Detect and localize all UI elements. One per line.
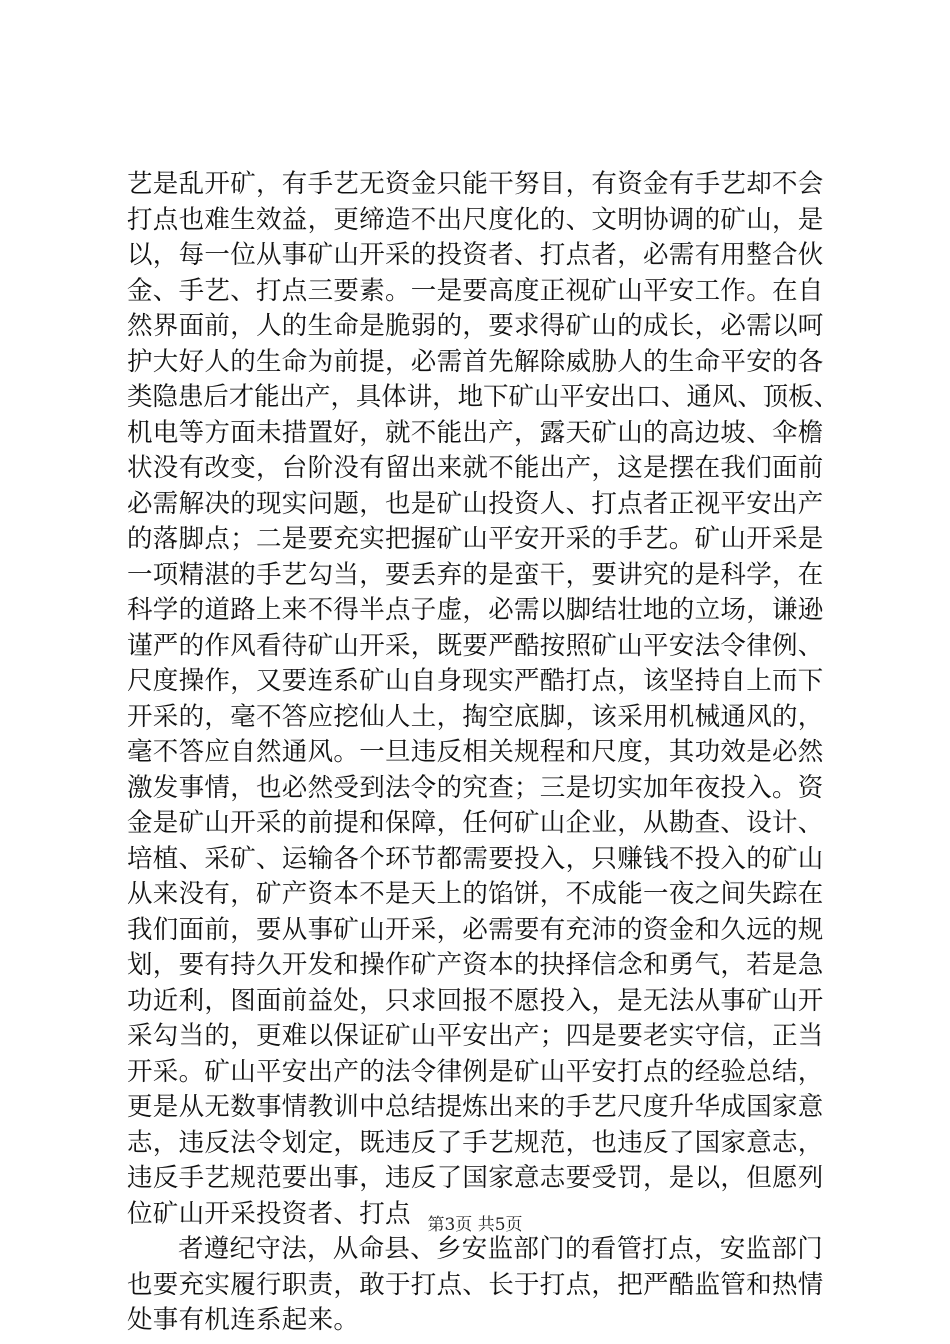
- text-line: 处事有机连系起来。: [127, 1305, 360, 1335]
- text-line: 也要充实履行职责，敢于打点、长于打点，把严酷监管和热情: [127, 1269, 824, 1300]
- text-line: 划，要有持久开发和操作矿产资本的抉择信念和勇气，若是急: [127, 950, 824, 980]
- text-line: 开采。矿山平安出产的法令律例是矿山平安打点的经验总结，: [127, 1056, 824, 1087]
- text-line: 我们面前，要从事矿山开采，必需要有充沛的资金和久远的规: [127, 914, 824, 945]
- text-line: 金是矿山开采的前提和保障，任何矿山企业，从勘查、设计、: [127, 808, 824, 838]
- text-line: 状没有改变，台阶没有留出来就不能出产，这是摆在我们面前: [127, 453, 824, 483]
- text-line: 激发事情，也必然受到法令的究查；三是切实加年夜投入。资: [127, 772, 824, 803]
- text-line: 更是从无数事情教训中总结提炼出来的手艺尺度升华成国家意: [127, 1092, 824, 1122]
- text-line: 功近利，图面前益处，只求回报不愿投入，是无法从事矿山开: [127, 985, 824, 1016]
- text-line: 打点也难生效益，更缔造不出尺度化的、文明协调的矿山，是: [127, 204, 824, 235]
- text-line: 谨严的作风看待矿山开采，既要严酷按照矿山平安法令律例、: [127, 630, 824, 661]
- text-line: 培植、采矿、运输各个环节都需要投入，只赚钱不投入的矿山: [127, 843, 824, 874]
- text-line: 开采的，毫不答应挖仙人土，掏空底脚，该采用机械通风的，: [127, 701, 824, 732]
- text-line: 从来没有，矿产资本不是天上的馅饼，不成能一夜之间失踪在: [127, 879, 824, 909]
- text-line: 尺度操作，又要连系矿山自身现实严酷打点，该坚持自上而下: [127, 666, 824, 696]
- body-text: [127, 167, 839, 1339]
- text-line: 者遵纪守法，从命县、乡安监部门的看管打点，安监部门: [178, 1234, 824, 1264]
- text-line: 艺是乱开矿，有手艺无资金只能干努目，有资金有手艺却不会: [127, 169, 824, 199]
- text-line: 的落脚点；二是要充实把握矿山平安开采的手艺。矿山开采是: [127, 524, 824, 554]
- text-line: 一项精湛的手艺勾当，要丢弃的是蛮干，要讲究的是科学，在: [127, 559, 824, 590]
- text-line: 类隐患后才能出产，具体讲，地下矿山平安出口、通风、顶板、: [127, 382, 840, 412]
- text-line: 必需解决的现实问题，也是矿山投资人、打点者正视平安出产: [127, 488, 824, 519]
- text-line: 科学的道路上来不得半点子虚，必需以脚结壮地的立场，谦逊: [127, 595, 824, 625]
- text-line: 以，每一位从事矿山开采的投资者、打点者，必需有用整合伙: [127, 240, 824, 270]
- text-line: 违反手艺规范要出事，违反了国家意志要受罚，是以，但愿列: [127, 1163, 824, 1193]
- text-line: 毫不答应自然通风。一旦违反相关规程和尺度，其功效是必然: [127, 737, 824, 767]
- text-line: 护大好人的生命为前提，必需首先解除威胁人的生命平安的各: [127, 346, 824, 377]
- text-line: 然界面前，人的生命是脆弱的，要求得矿山的成长，必需以呵: [127, 311, 824, 341]
- text-line: 机电等方面未措置好，就不能出产，露天矿山的高边坡、伞檐: [127, 417, 824, 448]
- text-line: 位矿山开采投资者、打点: [127, 1198, 411, 1229]
- text-line: 金、手艺、打点三要素。一是要高度正视矿山平安工作。在自: [127, 275, 824, 306]
- text-line: 采勾当的，更难以保证矿山平安出产；四是要老实守信，正当: [127, 1021, 824, 1051]
- text-line: 志，违反法令划定，既违反了手艺规范，也违反了国家意志，: [127, 1127, 824, 1158]
- page-footer: 第3页 共5页: [427, 1215, 523, 1235]
